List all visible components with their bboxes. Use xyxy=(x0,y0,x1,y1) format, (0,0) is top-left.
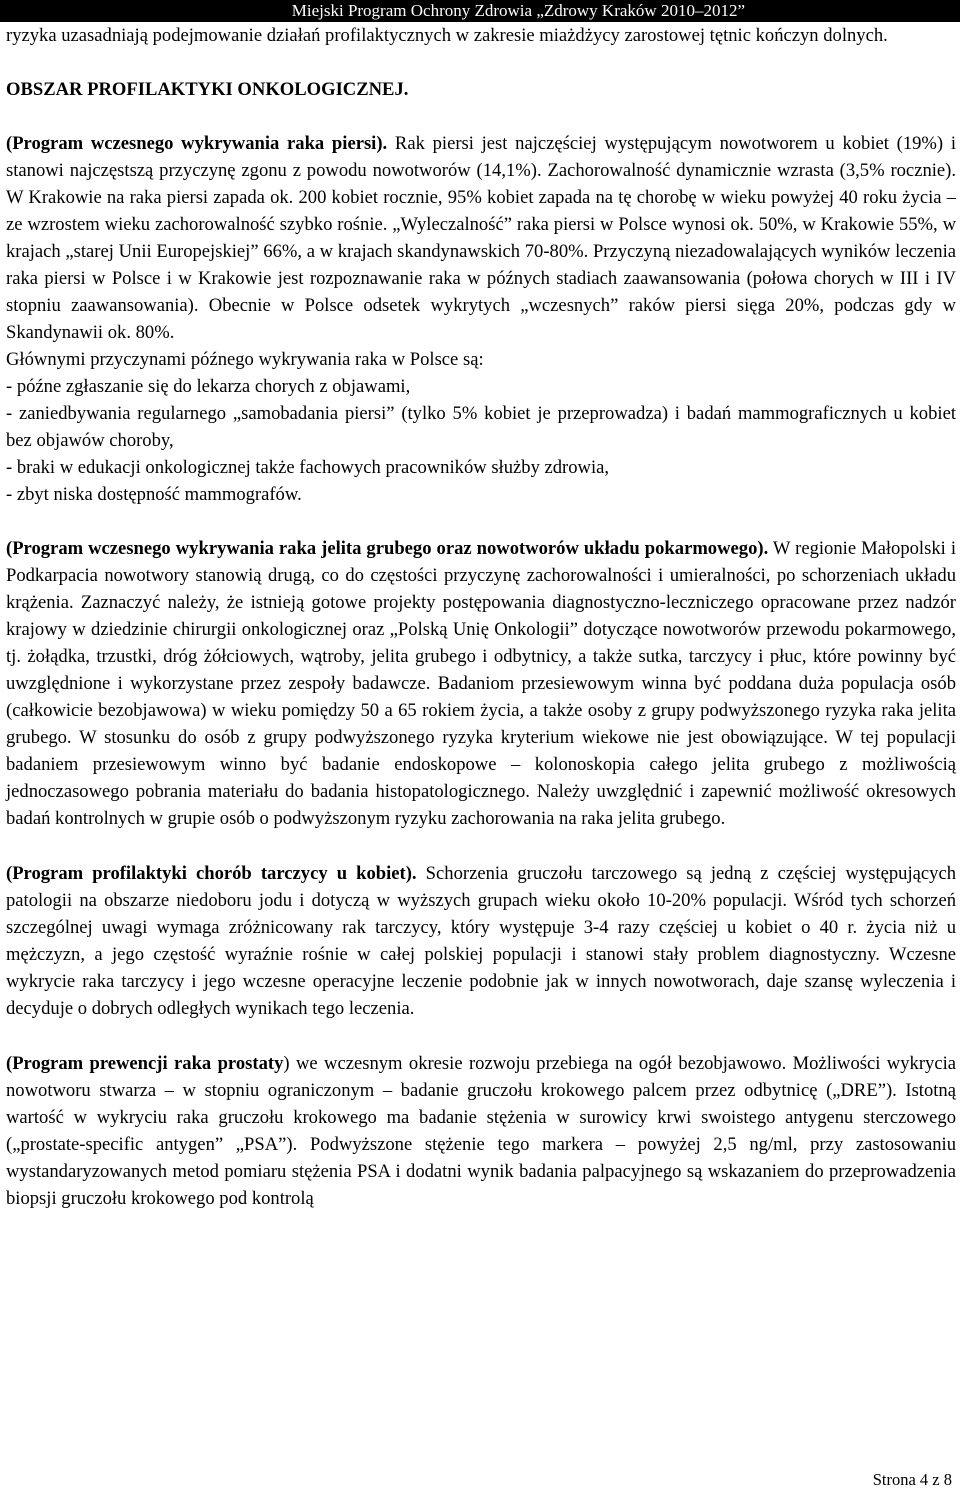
prostate-program-text: ) we wczesnym okresie rozwoju przebiega na ogół bezobjawowo. Możliwości wykrycia nowotworu stwarza – w stopniu ograniczonym – badanie gruczołu krokowego palcem przez odbytnicę („DRE”). Istotną wartość w wykryciu raka gruczołu krokowego ma badanie stężenia w surowicy krwi swoistego antygenu sterczowego („prostate-specific antygen” „PSA”). Podwyższone stężenie tego markera – powyżej 2,5 ng/ml, przy zastosowaniu wystandaryzowanych metod pomiaru stężenia PSA i dodatni wynik badania palpacyjnego są wskazaniem do przeprowadzenia biopsji gruczołu krokowego pod kontrolą xyxy=(6,1053,956,1209)
document-body xyxy=(6,22,956,1212)
prostate-program-title: (Program prewencji raka prostaty xyxy=(6,1053,284,1074)
breast-cause-item: - zaniedbywania regularnego „samobadania piersi” (tylko 5% kobiet je przeprowadza) i badań mammograficznych u kobiet bez objawów choroby, xyxy=(6,403,956,451)
page-number: Strona 4 z 8 xyxy=(872,1470,952,1489)
breast-program-title: (Program wczesnego wykrywania raka piersi). xyxy=(6,133,388,154)
thyroid-paragraph xyxy=(6,860,956,1022)
colon-program-text: W regionie Małopolski i Podkarpacia nowotwory stanowią drugą, co do częstości przyczynę zachorowalności i umieralności, po schorzeniach układu krążenia. Zaznaczyć należy, że istnieją gotowe projekty postępowania diagnostyczno-leczniczego opracowane przez nadzór krajowy w dziedzinie chirurgii onkologicznej oraz „Polską Unię Onkologii” dotyczące nowotworów przewodu pokarmowego, tj. żołądka, trzustki, dróg żółciowych, wątroby, jelita grubego i odbytnicy, a także sutka, tarczycy i płuc, które powinny być uwzględnione i wykorzystane przez zespoły badawcze. Badaniom przesiewowym winna być poddana duża populacja osób (całkowicie bezobjawowa) w wieku pomiędzy 50 a 65 rokiem życia, a także osoby z grupy podwyższonego ryzyka raka jelita grubego. W stosunku do osób z grupy podwyższonego ryzyka kryterium wiekowe nie jest obowiązujące. W tej populacji badaniem przesiewowym winno być badanie endoskopowe – kolonoskopia całego jelita grubego z możliwością jednoczasowego pobrania materiału do badania histopatologicznego. Należy uwzględnić i zapewnić możliwość okresowych badań kontrolnych w grupie osób o podwyższonym ryzyku zachorowania na raka jelita grubego. xyxy=(6,538,956,829)
breast-cause-item: - zbyt niska dostępność mammografów. xyxy=(6,484,302,505)
section-title: OBSZAR PROFILAKTYKI ONKOLOGICZNEJ. xyxy=(6,79,409,100)
breast-cause-item: - późne zgłaszanie się do lekarza chorych z objawami, xyxy=(6,376,411,397)
breast-causes-intro: Głównymi przyczynami późnego wykrywania raka w Polsce są: xyxy=(6,349,484,370)
intro-paragraph: ryzyka uzasadniają podejmowanie działań profilaktycznych w zakresie miażdżycy zarostowej tętnic kończyn dolnych. xyxy=(6,25,888,46)
breast-cause-item: - braki w edukacji onkologicznej także fachowych pracowników służby zdrowia, xyxy=(6,457,610,478)
breast-program-text: Rak piersi jest najczęściej występującym nowotworem u kobiet (19%) i stanowi najczęstszą przyczynę zgonu z powodu nowotworów (14,1%). Zachorowalność dynamicznie wzrasta (3,5% rocznie). W Krakowie na raka piersi zapada ok. 200 kobiet rocznie, 95% kobiet zapada na tę chorobę w wieku powyżej 40 roku życia – ze wzrostem wieku zachorowalność szybko rośnie. „Wyleczalność” raka piersi w Polsce wynosi ok. 50%, w Krakowie 55%, w krajach „starej Unii Europejskiej” 66%, a w krajach skandynawskich 70-80%. Przyczyną niezadowalających wyników leczenia raka piersi w Polsce i w Krakowie jest rozpoznawanie raka w późnych stadiach zaawansowania (połowa chorych w III i IV stopniu zaawansowania). Obecnie w Polsce odsetek wykrytych „wczesnych” raków piersi sięga 20%, podczas gdy w Skandynawii ok. 80%. xyxy=(6,133,957,343)
colon-program-title: (Program wczesnego wykrywania raka jelita grubego oraz nowotworów układu pokarmowego). xyxy=(6,538,769,559)
thyroid-program-text: Schorzenia gruczołu tarczowego są jedną z częściej występujących patologii na obszarze niedoboru jodu i dotyczą w wyższych grupach wieku około 10-20% populacji. Wśród tych schorzeń szczególnej uwagi wymaga zróżnicowany rak tarczycy, który występuje 3-4 razy częściej u kobiet o 40 r. życia niż u mężczyzn, a jego częstość wyraźnie rośnie w całej polskiej populacji i stanowi stały problem diagnostyczny. Wczesne wykrycie raka tarczycy i jego wczesne operacyjne leczenie podobnie jak w innych nowotworach, daje szansę wyleczenia i decyduje o dobrych odległych wynikach tego leczenia. xyxy=(6,863,956,1019)
thyroid-program-title: (Program profilaktyki chorób tarczycy u kobiet). xyxy=(6,863,417,884)
colon-paragraph xyxy=(6,535,956,832)
prostate-paragraph xyxy=(6,1050,956,1212)
breast-paragraph xyxy=(6,130,956,346)
running-header: Miejski Program Ochrony Zdrowia „Zdrowy Kraków 2010–2012” xyxy=(0,0,960,22)
